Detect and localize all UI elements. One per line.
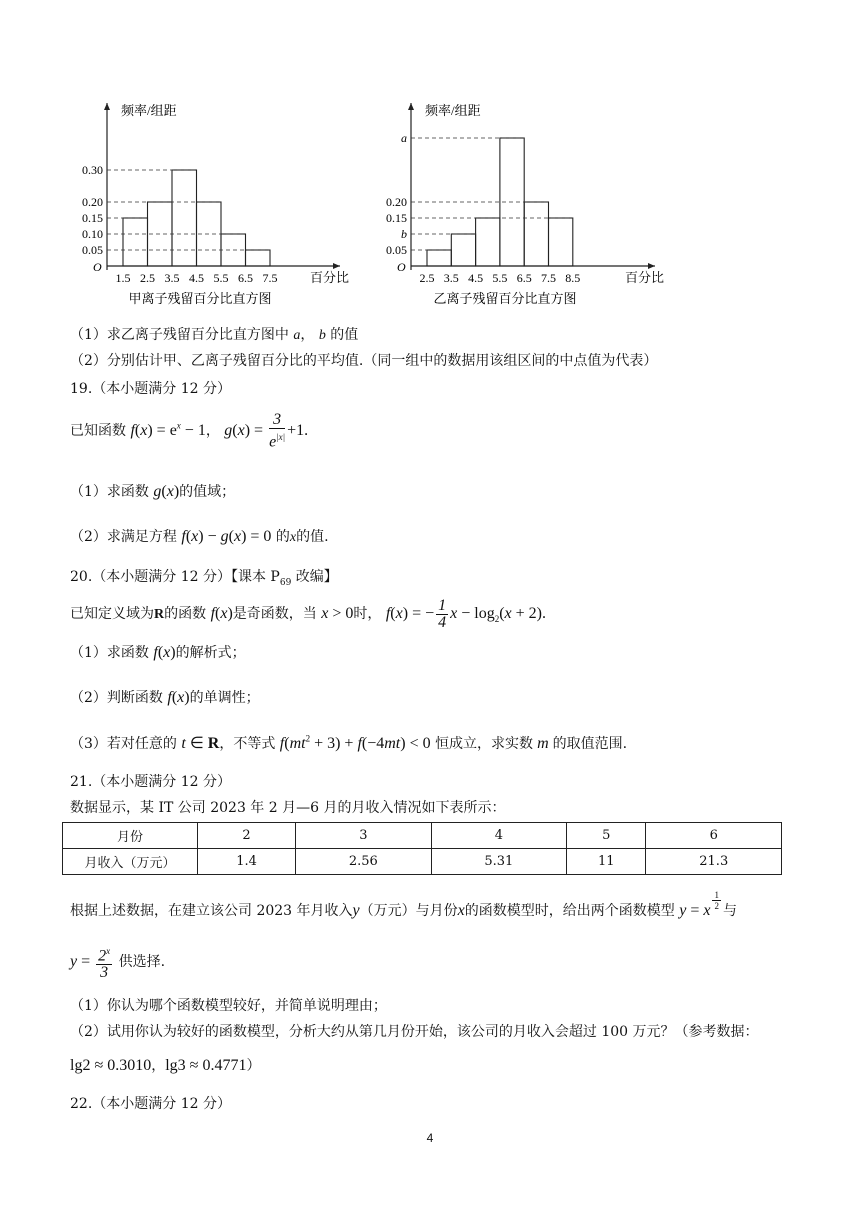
q21-part2: （2）试用你认为较好的函数模型，分析大约从第几月份开始，该公司的月收入会超过 100 万元？（参考数据： bbox=[70, 1024, 759, 1040]
formula-gx: g(x) bbox=[153, 483, 180, 500]
x-axis-label: 百分比 bbox=[310, 270, 350, 285]
q20-part1-b: 的解析式； bbox=[175, 645, 246, 661]
table-cell: 月收入（万元） bbox=[63, 849, 198, 875]
table-cell: 2.56 bbox=[296, 849, 432, 875]
q18-part1 bbox=[70, 324, 358, 344]
q21-model2 bbox=[70, 943, 165, 981]
var-a: a bbox=[293, 328, 301, 343]
x-tick-label: 6.5 bbox=[238, 271, 253, 285]
x-tick-label: 3.5 bbox=[443, 271, 459, 285]
q20-part2-b: 的单调性； bbox=[189, 690, 260, 706]
q19-intro: 已知函数 $f(x) = e^x - 1$， g(x) = $\frac{3}{e^{|x|}}$ +1. bbox=[70, 411, 309, 451]
q20-part3-a: （3）若对任意的 bbox=[70, 736, 177, 752]
q19-part2 bbox=[70, 526, 329, 546]
q20-part1-a: （1）求函数 bbox=[70, 645, 149, 661]
x-tick-label: 1.5 bbox=[115, 271, 131, 285]
x-tick-label: 5.5 bbox=[492, 271, 508, 285]
histogram-bar bbox=[246, 250, 271, 266]
q19-part1 bbox=[70, 481, 235, 501]
formula-fx-1: f(x) bbox=[153, 644, 176, 661]
x-axis-arrow-icon bbox=[648, 263, 655, 269]
formula-model1: y = x $^{\frac{1}{2}}$ bbox=[679, 890, 719, 919]
y-tick-label: b bbox=[401, 227, 407, 241]
var-m: m bbox=[533, 735, 553, 752]
table-cell: 月份 bbox=[63, 823, 198, 849]
formula-fx-2: f(x) bbox=[167, 689, 190, 706]
y-tick-label: 0.15 bbox=[82, 211, 103, 225]
formula-f: $f(x) = e^x - 1$ bbox=[130, 420, 206, 439]
q20-part3-c: 恒成立，求实数 bbox=[435, 736, 534, 752]
y-axis-label: 频率/组距 bbox=[425, 103, 481, 118]
y-tick-label: 0.30 bbox=[82, 163, 103, 177]
x-tick-label: 4.5 bbox=[189, 271, 204, 285]
y-tick-label: 0.20 bbox=[386, 195, 407, 209]
page-number: 4 bbox=[426, 1131, 434, 1145]
q18-part1-text: （1）求乙离子残留百分比直方图中 bbox=[70, 327, 289, 343]
y-axis-label: 频率/组距 bbox=[121, 103, 177, 118]
x-tick-label: 8.5 bbox=[565, 271, 581, 285]
formula-f-pos: f(x) = − $\frac{1}{4}$ $x - \log_2(x + 2)$. bbox=[385, 597, 546, 631]
q20-part3-b: ，不等式 bbox=[219, 736, 276, 752]
set-R: R bbox=[154, 607, 165, 623]
y-axis-arrow-icon bbox=[408, 103, 414, 110]
y-tick-label: 0.05 bbox=[82, 243, 103, 257]
q18-part2: （2）分别估计甲、乙离子残留百分比的平均值.（同一组中的数据用该组区间的中点值为代表） bbox=[70, 353, 658, 369]
y-axis-arrow-icon bbox=[104, 103, 110, 110]
var-x: x bbox=[289, 530, 297, 545]
table-row bbox=[63, 823, 782, 849]
table-cell: 4 bbox=[431, 823, 567, 849]
q20-header-text: 20.（本小题满分 12 分）【课本 P bbox=[70, 569, 280, 585]
table-cell: 21.3 bbox=[646, 849, 782, 875]
q21-model-a: 根据上述数据，在建立该公司 2023 年月收入 bbox=[70, 902, 353, 919]
origin-label: O bbox=[93, 260, 102, 274]
q20-header-end: 改编】 bbox=[291, 569, 338, 585]
cond-x: x > 0 bbox=[321, 605, 354, 623]
formula-eq: f(x) − g(x) = 0 bbox=[181, 528, 272, 545]
q21-header: 21.（本小题满分 12 分） bbox=[70, 774, 231, 790]
q21-model-b: （万元）与月份 bbox=[359, 902, 458, 919]
q20-part1 bbox=[70, 642, 246, 662]
chart-jia-title: 甲离子残留百分比直方图 bbox=[128, 291, 272, 306]
formula-g: g(x) = $\frac{3}{e^{|x|}}$ +1. bbox=[224, 411, 309, 451]
x-tick-label: 4.5 bbox=[468, 271, 484, 285]
histogram-bar bbox=[427, 250, 451, 266]
x-tick-label: 7.5 bbox=[262, 271, 278, 285]
histogram-bar bbox=[172, 170, 197, 266]
table-cell: 2 bbox=[198, 823, 296, 849]
histogram-bar bbox=[549, 218, 573, 266]
y-tick-label: 0.15 bbox=[386, 211, 407, 225]
ref-lg2: lg2 ≈ 0.3010 bbox=[70, 1057, 152, 1074]
q20-header bbox=[70, 566, 338, 588]
q19-header: 19.（本小题满分 12 分） bbox=[70, 381, 231, 397]
q22-header: 22.（本小题满分 12 分） bbox=[70, 1096, 231, 1112]
histogram-jia bbox=[70, 95, 350, 315]
var-b: b bbox=[318, 328, 326, 343]
table-cell: 6 bbox=[646, 823, 782, 849]
histogram-yi bbox=[375, 95, 665, 315]
q20-intro-d: 时， bbox=[353, 606, 382, 623]
cond-t: t ∈ R bbox=[181, 735, 220, 752]
origin-label: O bbox=[397, 260, 406, 274]
x-tick-label: 5.5 bbox=[213, 271, 229, 285]
x-axis-arrow-icon bbox=[333, 263, 340, 269]
q20-intro-b: 的函数 bbox=[164, 606, 207, 623]
y-tick-label: 0.20 bbox=[82, 195, 103, 209]
sep: ， bbox=[300, 327, 315, 343]
q21-intro: 数据显示，某 IT 公司 2023 年 2 月—6 月的月收入情况如下表所示： bbox=[70, 800, 506, 816]
x-tick-label: 7.5 bbox=[541, 271, 556, 285]
histogram-bar bbox=[476, 218, 500, 266]
q20-header-sub: 69 bbox=[279, 577, 292, 588]
q20-part3 bbox=[70, 733, 627, 753]
table-row bbox=[63, 849, 782, 875]
q19-intro-text: 已知函数 bbox=[70, 422, 126, 439]
q21-reference bbox=[70, 1055, 260, 1075]
x-tick-label: 2.5 bbox=[140, 271, 155, 285]
formula-model2: y = $\frac{2^x}{3}$ bbox=[70, 953, 114, 970]
q20-intro bbox=[70, 598, 546, 631]
table-cell: 5.31 bbox=[431, 849, 567, 875]
x-tick-label: 3.5 bbox=[164, 271, 180, 285]
q21-model-d: 与 bbox=[722, 902, 737, 919]
chart-yi-title: 乙离子残留百分比直方图 bbox=[433, 291, 577, 306]
q19-part2-c: 的值. bbox=[296, 529, 329, 545]
ref-lg3: lg3 ≈ 0.4771 bbox=[165, 1057, 247, 1074]
histogram-bar bbox=[123, 218, 148, 266]
table-cell: 5 bbox=[567, 823, 646, 849]
q19-part1-b: 的值域； bbox=[179, 484, 236, 500]
income-table bbox=[62, 822, 782, 875]
q20-part3-d: 的取值范围. bbox=[552, 736, 628, 752]
q20-part2-a: （2）判断函数 bbox=[70, 690, 163, 706]
q21-model bbox=[70, 890, 737, 920]
formula-fx: f(x) bbox=[210, 605, 233, 623]
ref-sep: ， bbox=[151, 1058, 166, 1074]
q20-intro-a: 已知定义域为 bbox=[70, 606, 154, 623]
histogram-bar bbox=[451, 234, 475, 266]
formula-ineq: $f(mt^2 + 3) + f(-4mt) < 0$ bbox=[279, 733, 431, 752]
table-cell: 1.4 bbox=[198, 849, 296, 875]
q20-intro-c: 是奇函数，当 bbox=[232, 606, 317, 623]
table-cell: 3 bbox=[296, 823, 432, 849]
y-tick-label: 0.10 bbox=[82, 227, 103, 241]
y-tick-label: 0.05 bbox=[386, 243, 407, 257]
table-cell: 11 bbox=[567, 849, 646, 875]
q21-part1: （1）你认为哪个函数模型较好，并简单说明理由； bbox=[70, 998, 387, 1014]
q19-part2-b: 的 bbox=[275, 529, 290, 545]
x-tick-label: 2.5 bbox=[419, 271, 435, 285]
var-y: y bbox=[352, 901, 360, 919]
q20-part2 bbox=[70, 687, 260, 707]
q19-part1-a: （1）求函数 bbox=[70, 484, 149, 500]
histogram-bar bbox=[524, 202, 548, 266]
var-x-2: x bbox=[457, 901, 465, 919]
y-tick-label: a bbox=[401, 131, 407, 145]
ref-end: ） bbox=[246, 1058, 261, 1074]
q21-choose: 供选择. bbox=[118, 953, 166, 970]
q21-model-c: 的函数模型时，给出两个函数模型 bbox=[464, 902, 675, 919]
q18-part1-end: 的值 bbox=[325, 327, 359, 343]
x-axis-label: 百分比 bbox=[625, 270, 665, 285]
q19-part2-a: （2）求满足方程 bbox=[70, 529, 177, 545]
x-tick-label: 6.5 bbox=[516, 271, 532, 285]
